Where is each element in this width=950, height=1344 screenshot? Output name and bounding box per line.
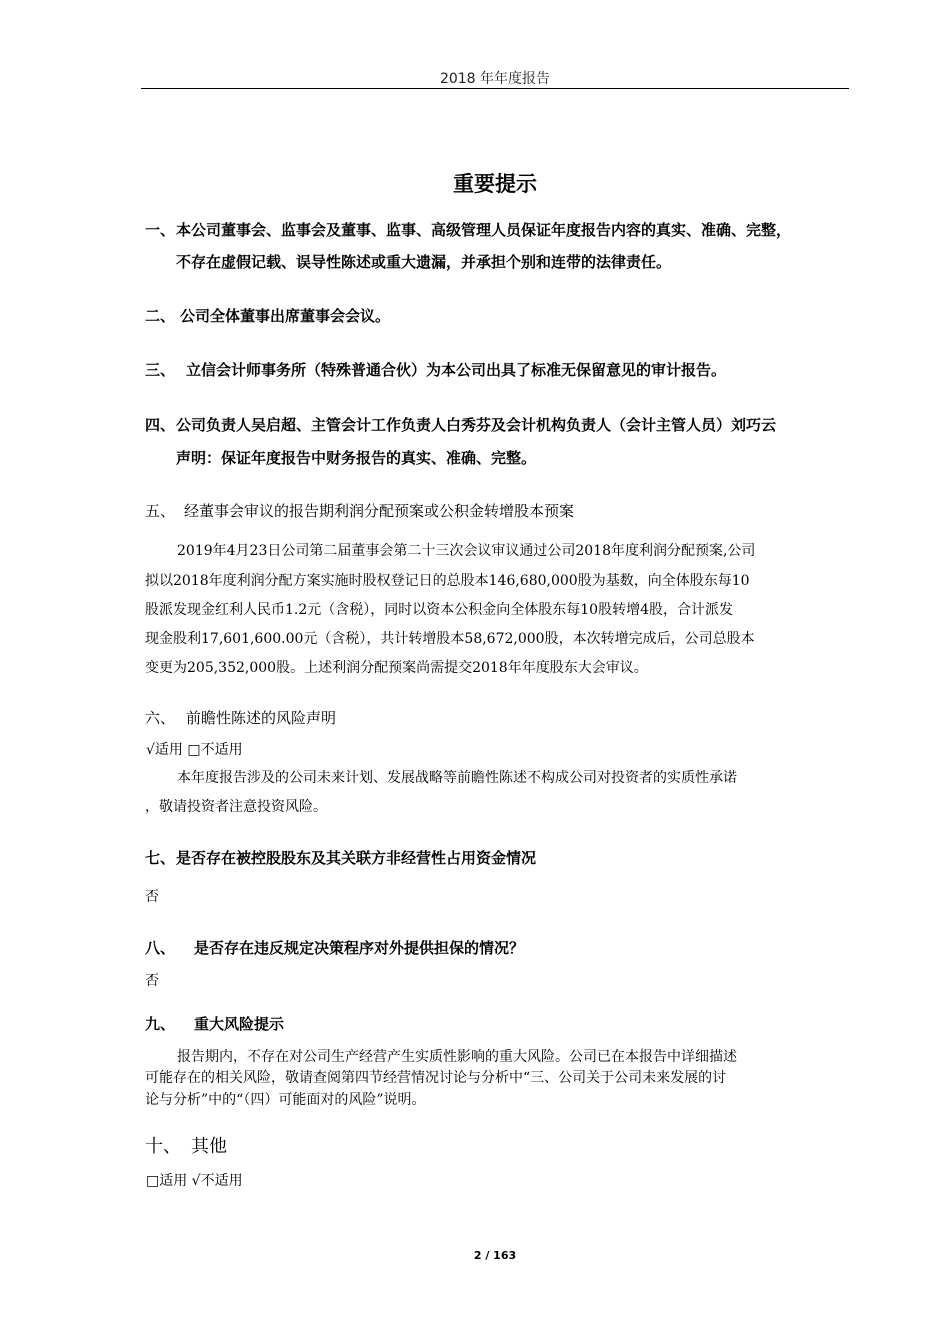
section-1-line-2: 不存在虚假记载、误导性陈述或重大遗漏，并承担个别和连带的法律责任。 xyxy=(176,253,672,271)
section-9-title: 重大风险提示 xyxy=(194,1015,285,1033)
section-7-title: 是否存在被控股股东及其关联方非经营性占用资金情况 xyxy=(176,849,537,867)
section-5-number: 五、 xyxy=(145,502,176,520)
section-2-number: 二、 xyxy=(145,307,176,325)
section-10-number: 十、 xyxy=(145,1136,181,1157)
section-5-line-5: 变更为205,352,000股。上述利润分配预案尚需提交2018年年度股东大会审议。 xyxy=(145,660,648,676)
section-5-line-2: 拟以2018年度利润分配方案实施时股权登记日的总股本146,680,000股为基数，向全体股东每10 xyxy=(145,573,750,589)
section-5-line-1: 2019年4月23日公司第二届董事会第二十三次会议审议通过公司2018年度利润分配预案,公司 xyxy=(177,543,756,559)
section-6-line-2: ，敬请投资者注意投资风险。 xyxy=(145,799,327,815)
section-8-answer: 否 xyxy=(145,973,159,989)
section-5-line-4: 现金股利17,601,600.00元（含税），共计转增股本58,672,000股，本次转增完成后，公司总股本 xyxy=(145,631,755,647)
section-4-number: 四、 xyxy=(145,416,176,434)
section-9-line-2: 可能存在的相关风险，敬请查阅第四节经营情况讨论与分析中“三、公司关于公司未来发展的讨 xyxy=(145,1070,727,1086)
section-3-number: 三、 xyxy=(145,361,176,379)
section-1-number: 一、 xyxy=(145,221,176,239)
page-title: 重要提示 xyxy=(453,172,537,196)
section-10-applicability: □适用 √不适用 xyxy=(146,1173,243,1189)
section-5-line-3: 股派发现金红利人民币1.2元（含税），同时以资本公积金向全体股东每10股转增4股，合计派发 xyxy=(145,602,733,618)
section-10-title: 其他 xyxy=(191,1136,227,1157)
section-4-line-2: 声明：保证年度报告中财务报告的真实、准确、完整。 xyxy=(176,449,537,467)
section-9-number: 九、 xyxy=(145,1015,176,1033)
section-4-line-1: 公司负责人吴启超、主管会计工作负责人白秀芬及会计机构负责人（会计主管人员）刘巧云 xyxy=(176,416,777,434)
section-9-line-1: 报告期内，不存在对公司生产经营产生实质性影响的重大风险。公司已在本报告中详细描述 xyxy=(177,1049,737,1065)
section-7-number: 七、 xyxy=(145,849,176,867)
header-title: 2018 年年度报告 xyxy=(439,71,551,87)
section-6-applicability: √适用 □不适用 xyxy=(146,742,243,758)
section-6-title: 前瞻性陈述的风险声明 xyxy=(186,709,337,727)
header-divider xyxy=(141,88,849,89)
section-1-line-1: 本公司董事会、监事会及董事、监事、高级管理人员保证年度报告内容的真实、准确、完整， xyxy=(176,221,792,239)
section-6-line-1: 本年度报告涉及的公司未来计划、发展战略等前瞻性陈述不构成公司对投资者的实质性承诺 xyxy=(177,770,737,786)
section-3-text: 立信会计师事务所（特殊普通合伙）为本公司出具了标准无保留意见的审计报告。 xyxy=(186,361,727,379)
section-8-number: 八、 xyxy=(145,939,176,957)
section-5-title: 经董事会审议的报告期利润分配预案或公积金转增股本预案 xyxy=(184,502,575,520)
section-2-text: 公司全体董事出席董事会会议。 xyxy=(180,307,391,325)
section-6-number: 六、 xyxy=(145,709,176,727)
section-7-answer: 否 xyxy=(145,889,159,905)
section-9-line-3: 论与分析”中的“（四）可能面对的风险”说明。 xyxy=(145,1092,426,1108)
section-8-title: 是否存在违反规定决策程序对外提供担保的情况？ xyxy=(194,939,525,957)
page-number: 2 / 163 xyxy=(473,1249,517,1262)
